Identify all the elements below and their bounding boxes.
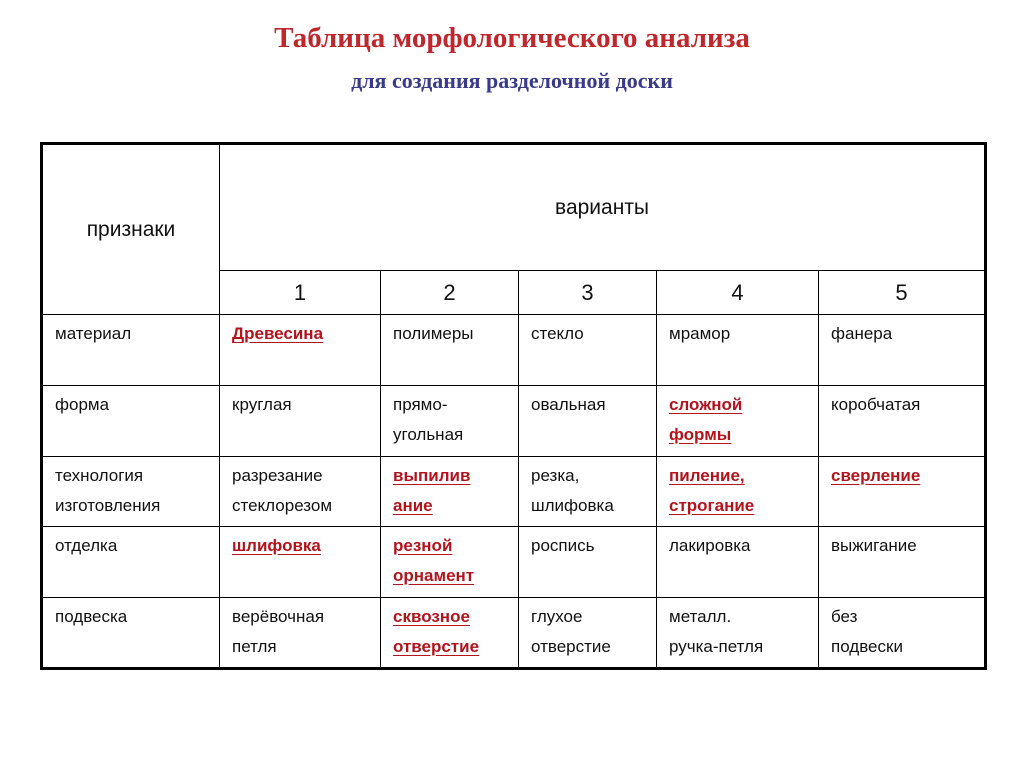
variant-text: круглая	[232, 395, 292, 414]
variant-text: мрамор	[669, 324, 731, 343]
variant-cell	[519, 386, 657, 457]
table-body	[42, 144, 986, 669]
table-row	[42, 598, 986, 669]
variant-number-1: 1	[220, 271, 381, 315]
variant-cell	[220, 527, 381, 598]
attribute-cell: подвеска	[42, 598, 220, 669]
variant-cell	[519, 457, 657, 527]
selected-variant-text: резной орнамент	[393, 536, 475, 585]
page-title: Таблица морфологического анализа	[274, 22, 750, 54]
variant-cell	[657, 315, 819, 386]
table-row	[42, 527, 986, 598]
variant-text: полимеры	[393, 324, 474, 343]
variant-text: фанера	[831, 324, 893, 343]
attribute-cell: технология изготовления	[42, 457, 220, 527]
attribute-cell: отделка	[42, 527, 220, 598]
header-variants: варианты	[220, 144, 986, 271]
selected-variant-text: пиление, строгание	[669, 466, 755, 515]
variant-cell	[220, 457, 381, 527]
variant-cell	[519, 315, 657, 386]
variant-cell	[381, 527, 519, 598]
table-row	[42, 457, 986, 527]
variant-text: без подвески	[831, 607, 903, 656]
variant-cell	[657, 598, 819, 669]
selected-variant-text: шлифовка	[232, 536, 321, 555]
variant-cell	[381, 598, 519, 669]
table-row	[42, 386, 986, 457]
variant-number-3: 3	[519, 271, 657, 315]
variant-text: резка, шлифовка	[531, 466, 614, 515]
variant-number-4: 4	[657, 271, 819, 315]
page-subtitle: для создания разделочной доски	[351, 68, 673, 93]
variant-cell	[819, 386, 986, 457]
variant-cell	[819, 457, 986, 527]
variant-text: овальная	[531, 395, 606, 414]
variant-cell	[381, 457, 519, 527]
header-row	[42, 144, 986, 271]
variant-text: стекло	[531, 324, 584, 343]
variant-cell	[220, 386, 381, 457]
variant-text: разрезание стеклорезом	[232, 466, 333, 515]
variant-cell	[220, 315, 381, 386]
variant-cell	[657, 386, 819, 457]
variant-cell	[220, 598, 381, 669]
selected-variant-text: выпилив ание	[393, 466, 471, 515]
variant-number-5: 5	[819, 271, 986, 315]
variant-text: глухое отверстие	[531, 607, 611, 656]
attribute-cell: материал	[42, 315, 220, 386]
selected-variant-text: сверление	[831, 466, 921, 485]
variant-cell	[819, 527, 986, 598]
variant-cell	[819, 598, 986, 669]
variant-number-2: 2	[381, 271, 519, 315]
variant-text: коробчатая	[831, 395, 921, 414]
variant-cell	[657, 527, 819, 598]
variant-cell	[381, 386, 519, 457]
variant-cell	[519, 527, 657, 598]
header-attributes: признаки	[42, 144, 220, 315]
attribute-cell: форма	[42, 386, 220, 457]
selected-variant-text: сквозное отверстие	[393, 607, 480, 656]
variant-cell	[819, 315, 986, 386]
variant-cell	[381, 315, 519, 386]
table-row	[42, 315, 986, 386]
variant-text: металл. ручка-петля	[669, 607, 764, 656]
variant-text: лакировка	[669, 536, 751, 555]
variant-text: верёвочная петля	[232, 607, 325, 656]
selected-variant-text: Древесина	[232, 324, 324, 343]
variant-cell	[519, 598, 657, 669]
variant-text: прямо- угольная	[393, 395, 464, 444]
variant-text: роспись	[531, 536, 595, 555]
selected-variant-text: сложной формы	[669, 395, 743, 444]
variant-text: выжигание	[831, 536, 917, 555]
variant-cell	[657, 457, 819, 527]
morphological-analysis-table	[40, 142, 987, 670]
